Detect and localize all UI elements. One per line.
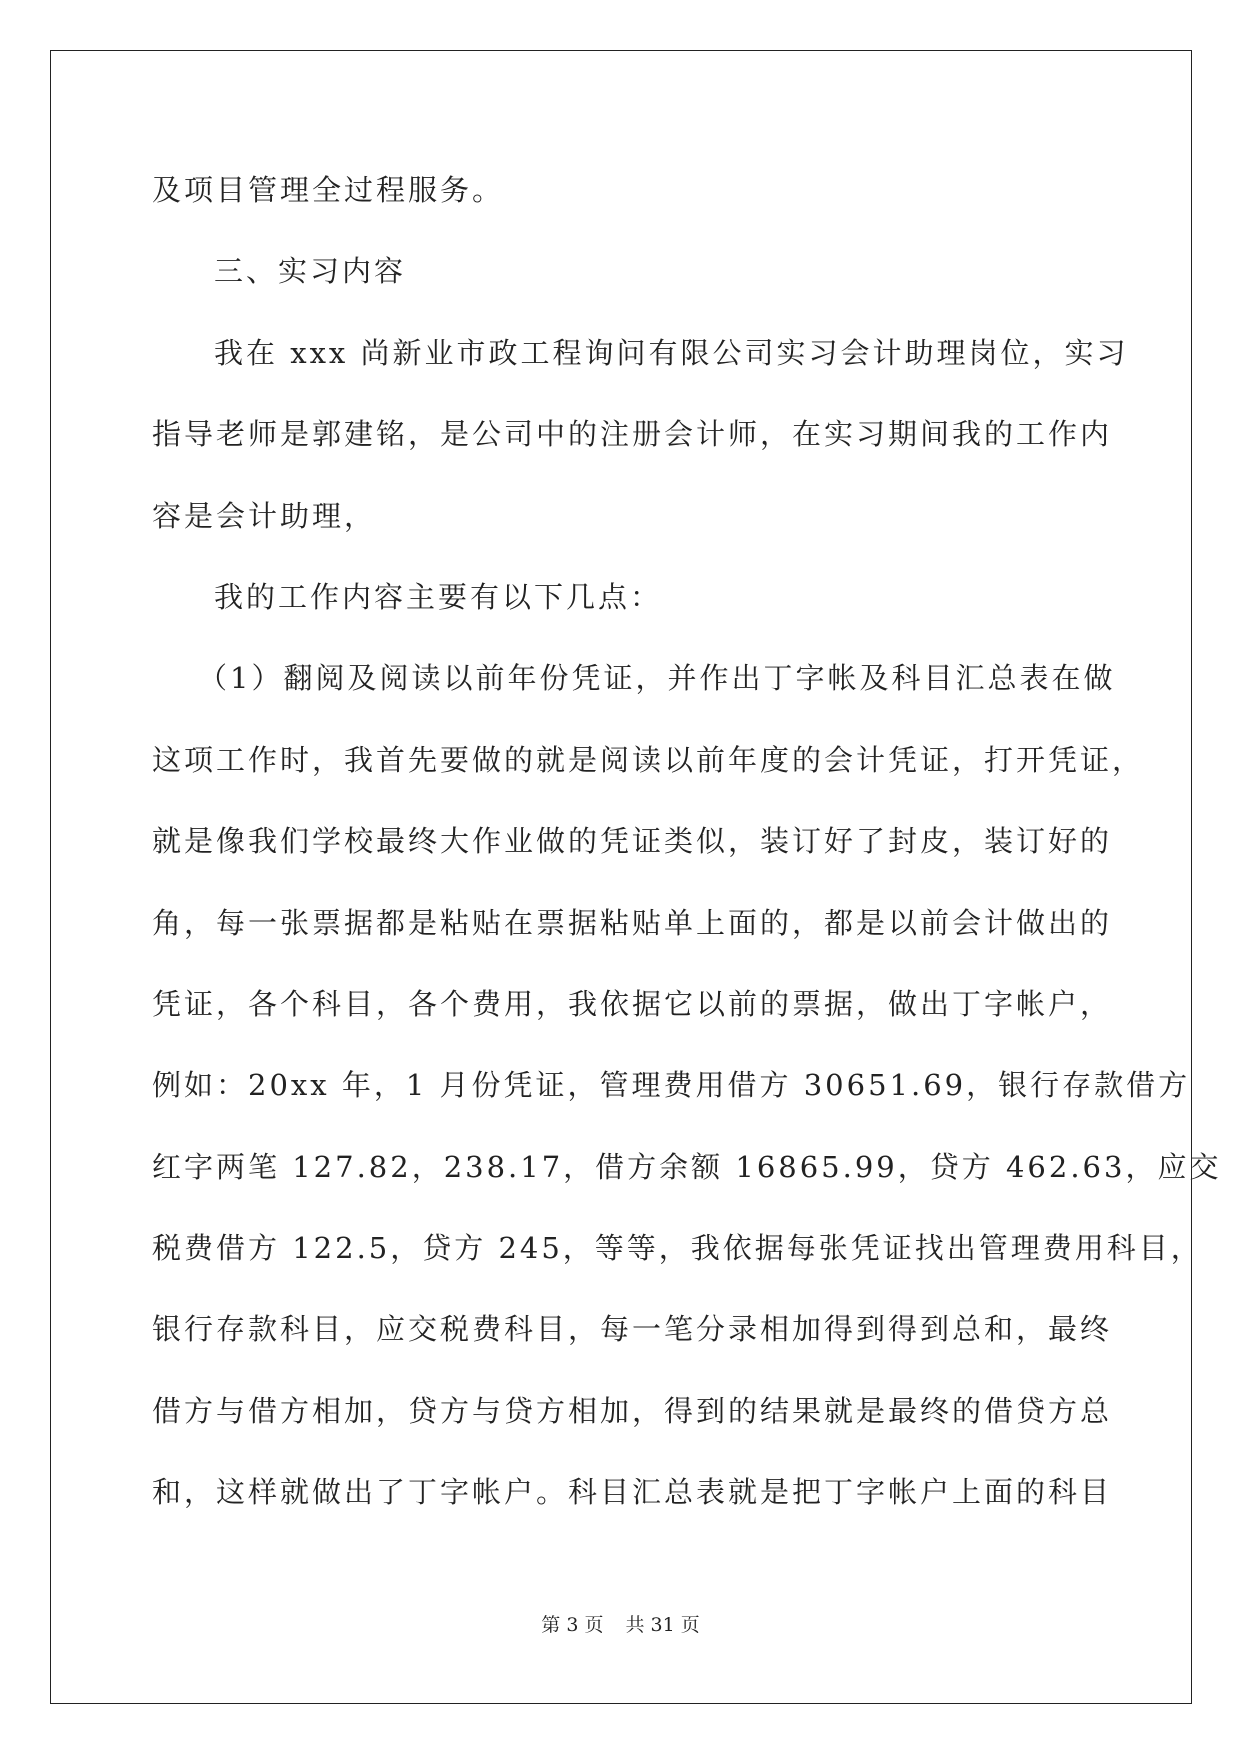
text-line: 借方与借方相加，贷方与贷方相加，得到的结果就是最终的借贷方总 — [152, 1393, 1113, 1428]
page-footer — [0, 1610, 1241, 1637]
text-line: 银行存款科目，应交税费科目，每一笔分录相加得到得到总和，最终 — [152, 1312, 1113, 1347]
text-line: 角，每一张票据都是粘贴在票据粘贴单上面的，都是以前会计做出的 — [152, 905, 1113, 940]
text-line: 我在 xxx 尚新业市政工程询问有限公司实习会计助理岗位，实习 — [214, 335, 1129, 370]
text-line: 红字两笔 127.82，238.17，借方余额 16865.99，贷方 462.63，应交 — [152, 1149, 1222, 1184]
text-line: 和，这样就做出了丁字帐户。科目汇总表就是把丁字帐户上面的科目 — [152, 1475, 1113, 1510]
text-line: 例如：20xx 年，1 月份凭证，管理费用借方 30651.69，银行存款借方 — [152, 1068, 1191, 1103]
text-line: （1）翻阅及阅读以前年份凭证，并作出丁字帐及科目汇总表在做 — [198, 661, 1116, 696]
text-line: 容是会计助理， — [152, 498, 377, 533]
section-heading: 三、实习内容 — [214, 254, 407, 289]
text-line: 我的工作内容主要有以下几点： — [214, 579, 663, 614]
total-pages: 共 31 页 — [625, 1614, 700, 1636]
text-line: 指导老师是郭建铭，是公司中的注册会计师，在实习期间我的工作内 — [152, 417, 1113, 452]
text-line: 这项工作时，我首先要做的就是阅读以前年度的会计凭证，打开凭证， — [152, 742, 1145, 777]
text-line: 就是像我们学校最终大作业做的凭证类似，装订好了封皮，装订好的 — [152, 824, 1113, 859]
text-line: 凭证，各个科目，各个费用，我依据它以前的票据，做出丁字帐户， — [152, 986, 1113, 1021]
document-body — [152, 150, 1222, 1534]
text-line: 及项目管理全过程服务。 — [152, 173, 505, 207]
text-line: 税费借方 122.5，贷方 245，等等，我依据每张凭证找出管理费用科目， — [152, 1231, 1203, 1266]
page-number: 第 3 页 — [541, 1614, 604, 1636]
